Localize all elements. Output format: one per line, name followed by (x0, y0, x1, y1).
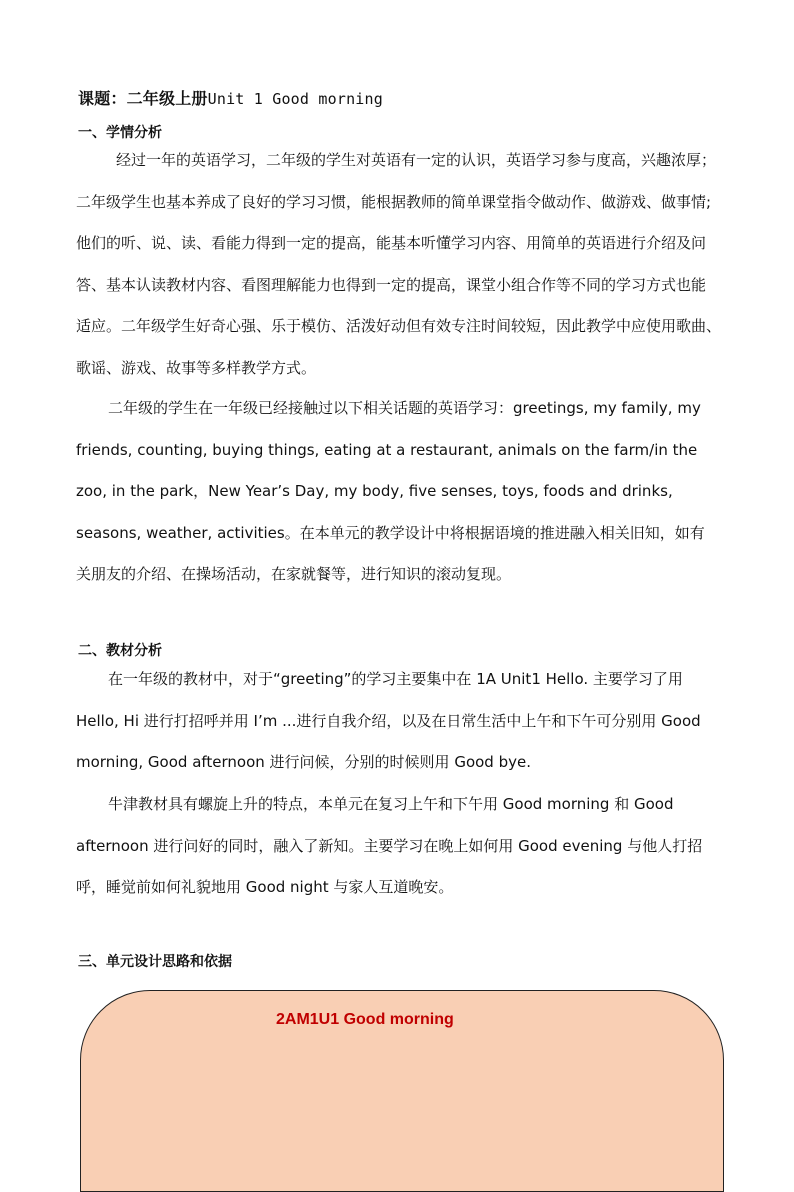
section-heading-learner-analysis: 一、学情分析 (78, 125, 162, 141)
lesson-title (78, 86, 383, 109)
section-heading-unit-design: 三、单元设计思路和依据 (78, 954, 232, 970)
text-line: Hello, Hi 进行打招呼并用 I’m ...进行自我介绍，以及在日常生活中上午和下午可分别用 Good (76, 711, 701, 730)
text-line: 歌谣、游戏、故事等多样教学方式。 (76, 358, 317, 377)
text-line: 二年级的学生在一年级已经接触过以下相关话题的英语学习：greetings, my family, my (108, 399, 701, 417)
diagram-title: 2AM1U1 Good morning (276, 1011, 454, 1028)
text-line: afternoon 进行问好的同时，融入了新知。主要学习在晚上如何用 Good evening 与他人打招 (76, 836, 703, 855)
text-line: 他们的听、说、读、看能力得到一定的提高，能基本听懂学习内容、用简单的英语进行介绍及问 (76, 234, 707, 253)
learner-analysis-paragraph-1 (76, 140, 748, 390)
text-line: 关朋友的介绍、在操场活动，在家就餐等，进行知识的滚动复现。 (76, 565, 512, 584)
text-line: zoo, in the park，New Year’s Day, my body, five senses, toys, foods and drinks, (76, 482, 673, 501)
text-line: 适应。二年级学生好奇心强、乐于模仿、活泼好动但有效专注时间较短，因此教学中应使用歌曲、 (76, 317, 722, 336)
title-prefix: 课题：二年级上册 (78, 89, 208, 108)
text-line: 经过一年的英语学习，二年级的学生对英语有一定的认识，英语学习参与度高，兴趣浓厚； (116, 151, 717, 169)
learner-analysis-paragraph-2 (76, 388, 748, 596)
text-line: 牛津教材具有螺旋上升的特点，本单元在复习上午和下午用 Good morning 和 Good (108, 795, 674, 813)
textbook-analysis-paragraph-1 (76, 659, 748, 784)
section-heading-textbook-analysis: 二、教材分析 (78, 643, 162, 659)
text-line: 呼，睡觉前如何礼貌地用 Good night 与家人互道晚安。 (76, 878, 454, 897)
text-line: 在一年级的教材中，对于“greeting”的学习主要集中在 1A Unit1 Hello. 主要学习了用 (108, 670, 683, 688)
title-unit: Unit 1 Good morning (207, 90, 383, 108)
text-line: 二年级学生也基本养成了良好的学习习惯，能根据教师的简单课堂指令做动作、做游戏、做事情; (76, 192, 712, 211)
text-line: 答、基本认读教材内容、看图理解能力也得到一定的提高，课堂小组合作等不同的学习方式也能 (76, 275, 707, 294)
textbook-analysis-paragraph-2 (76, 784, 748, 909)
text-line: morning, Good afternoon 进行问候，分别的时候则用 Good bye. (76, 753, 531, 772)
text-line: friends, counting, buying things, eating at a restaurant, animals on the farm/in the (76, 440, 698, 459)
text-line: seasons, weather, activities。在本单元的教学设计中将根据语境的推进融入相关旧知，如有 (76, 523, 705, 542)
